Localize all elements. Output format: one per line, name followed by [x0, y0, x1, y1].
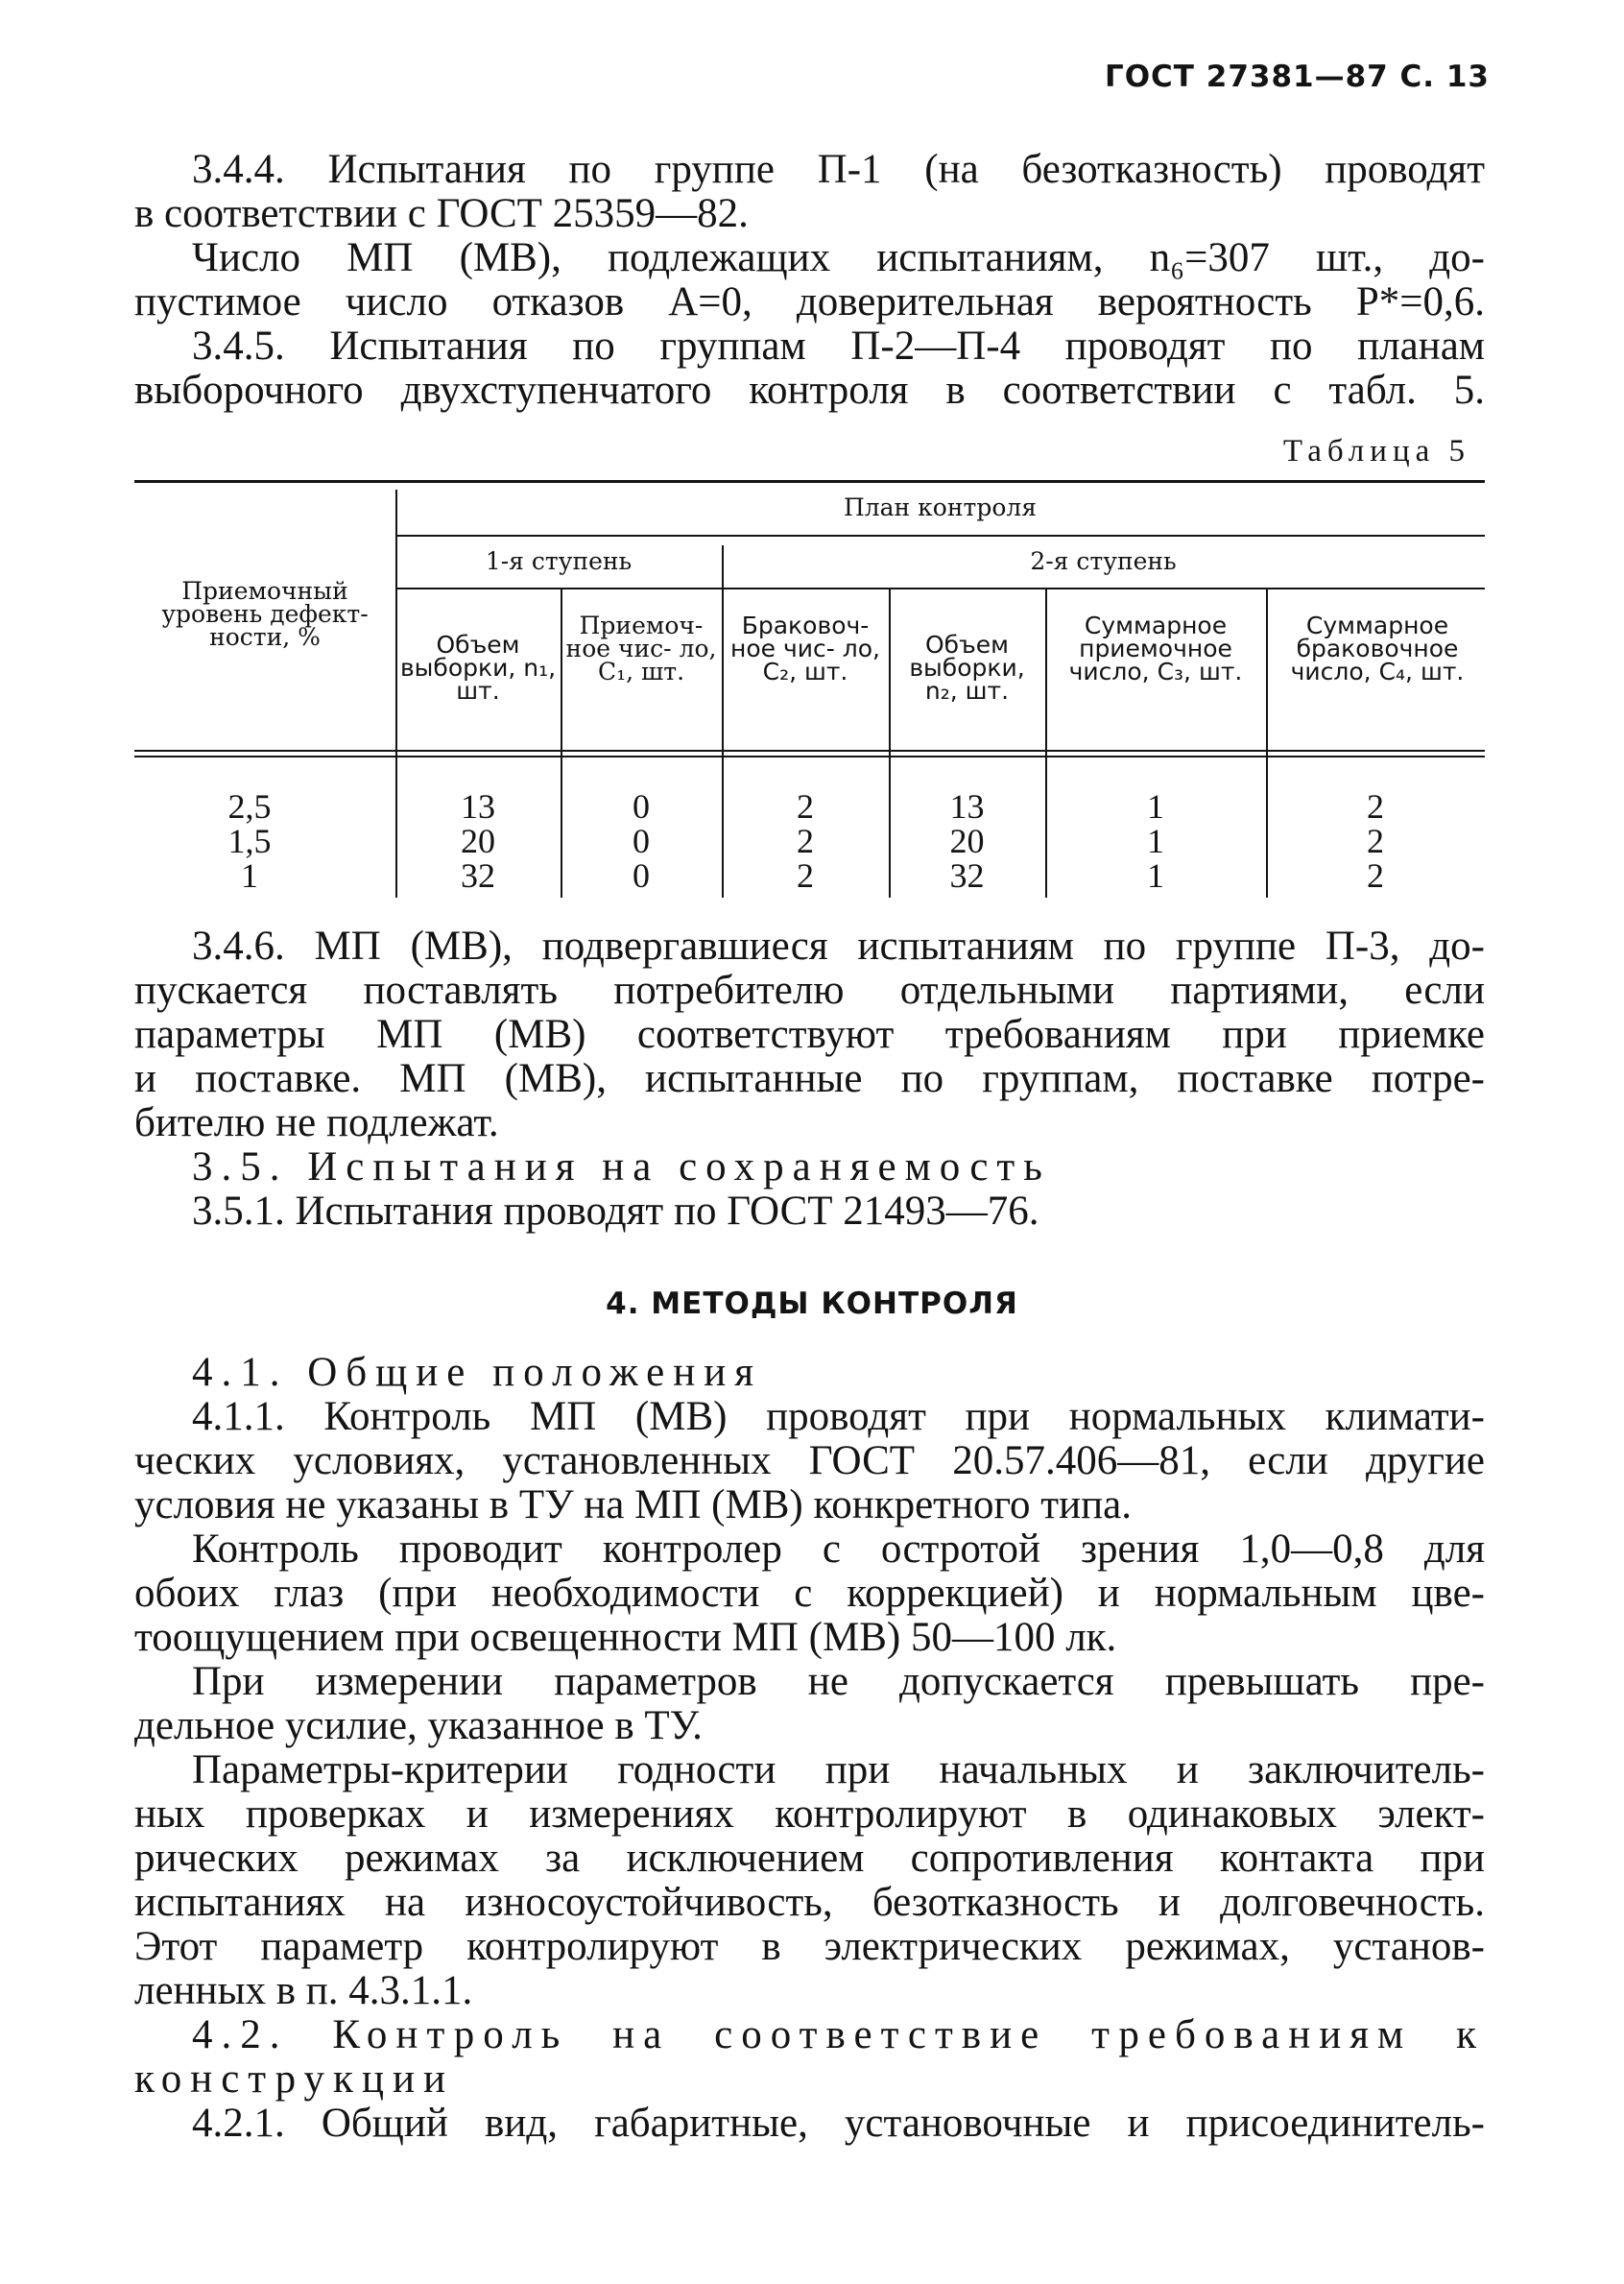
text-line: бителю не подлежат.: [134, 1100, 499, 1145]
section-title: 4. МЕТОДЫ КОНТРОЛЯ: [606, 1286, 1018, 1321]
table-stage2-header: 2-я ступень: [1030, 547, 1177, 575]
table-cell: 13: [461, 787, 495, 826]
section-3-4-6-text: [134, 925, 1485, 1234]
table-cell: 1: [1147, 856, 1164, 895]
table-header-rule: [134, 750, 1485, 752]
text-line: 4.2.1. Общий вид, габаритные, установочные и присоединитель-: [192, 2101, 1485, 2146]
text-line: тоощущением при освещенности МП (МВ) 50—100 лк.: [134, 1615, 1117, 1660]
text-line: дельное усилие, указанное в ТУ.: [134, 1703, 703, 1748]
subsection-heading: 4.2. Контроль на соответствие требованиям к: [192, 2012, 1485, 2057]
text-line: в соответствии с ГОСТ 25359—82.: [134, 191, 749, 236]
text-line: 3.4.5. Испытания по группам П-2—П-4 проводят по планам: [192, 324, 1485, 369]
page-header: ГОСТ 27381—87 С. 13: [1104, 60, 1490, 94]
text-line: 3.5.1. Испытания проводят по ГОСТ 21493—76.: [192, 1189, 1039, 1234]
table-cell: 1: [241, 856, 258, 895]
text-line: ческих условиях, установленных ГОСТ 20.57.406—81, если другие: [134, 1438, 1485, 1483]
table-cell: 2: [1367, 787, 1384, 826]
table-cell: 2: [1367, 822, 1384, 860]
table-top-rule: [134, 480, 1485, 483]
text-line: пустимое число отказов A=0, доверительная вероятность P*=0,6.: [134, 279, 1485, 325]
subsection-heading: 3.5. Испытания на сохраняемость: [192, 1144, 1051, 1190]
table-cell: 1,5: [227, 822, 272, 860]
text-line: Контроль проводит контролер с остротой зрения 1,0—0,8 для: [192, 1527, 1485, 1572]
subsection-heading: 4.1. Общие положения: [192, 1350, 763, 1395]
table-rule: [395, 535, 1485, 537]
table-caption: Таблица 5: [1282, 434, 1470, 469]
text-line: выборочного двухступенчатого контроля в соответствии с табл. 5.: [134, 368, 1485, 413]
table-cell: 1: [1147, 822, 1164, 860]
table-cell: 13: [949, 787, 985, 826]
text-line: Число МП (МВ), подлежащих испытаниям, n₆=307 шт., до-: [192, 235, 1485, 280]
table-cell: 2: [797, 822, 814, 860]
text-line: Параметры-критерии годности при начальных и заключитель-: [192, 1747, 1485, 1792]
table-cell: 20: [949, 822, 985, 860]
table-cell: 20: [461, 822, 495, 860]
table-cell: 32: [949, 856, 985, 895]
table-cell: 0: [633, 787, 650, 826]
table-rule: [395, 588, 1485, 589]
table-column-header: Объем выборки, n₁, шт.: [399, 631, 557, 705]
text-line: пускается поставлять потребителю отдельными партиями, если: [134, 968, 1485, 1013]
table-cell: 1: [1147, 787, 1164, 826]
text-line: ленных в п. 4.3.1.1.: [134, 1968, 473, 2013]
table-column-header: Браковоч- ное чис- ло, C₂, шт.: [730, 612, 880, 685]
table-cell: 2: [1367, 856, 1384, 895]
text-line: испытаниях на износоустойчивость, безотказность и долговечность.: [134, 1880, 1485, 1925]
table-row-header: Приемочный уровень дефект- ности, %: [161, 577, 369, 651]
table-cell: 0: [633, 822, 650, 860]
text-line: рических режимах за исключением сопротивления контакта при: [134, 1836, 1485, 1881]
section-3-4-4-text: [134, 148, 1485, 413]
text-line: и поставке. МП (МВ), испытанные по группам, поставке потре-: [134, 1056, 1485, 1101]
text-line: 3.4.4. Испытания по группе П-1 (на безотказность) проводят: [192, 147, 1485, 192]
text-line: ных проверках и измерениях контролируют в одинаковых элект-: [134, 1791, 1485, 1837]
table-stage1-header: 1-я ступень: [485, 547, 633, 575]
table-column-header: Суммарное браковочное число, C₄, шт.: [1290, 612, 1465, 685]
text-line: обоих глаз (при необходимости с коррекцией) и нормальным цве-: [134, 1571, 1485, 1616]
text-line: При измерении параметров не допускается превышать пре-: [192, 1659, 1485, 1704]
table-cell: 2: [797, 787, 814, 826]
table-plan-header: План контроля: [843, 493, 1038, 521]
table-column-header: Приемоч- ное чис- ло, C₁, шт.: [565, 612, 717, 685]
table-5: [134, 480, 1485, 907]
text-line: параметры МП (МВ) соответствуют требованиям при приемке: [134, 1012, 1485, 1057]
subsection-heading: конструкции: [134, 2056, 454, 2102]
table-column-header: Объем выборки, n₂, шт.: [909, 631, 1025, 705]
section-4-text: [134, 1351, 1485, 2146]
table-cell: 2: [797, 856, 814, 895]
text-line: Этот параметр контролируют в электрических режимах, установ-: [134, 1924, 1485, 1969]
table-header-rule: [134, 756, 1485, 757]
text-line: условия не указаны в ТУ на МП (МВ) конкретного типа.: [134, 1482, 1132, 1527]
table-cell: 2,5: [227, 787, 272, 826]
text-line: 4.1.1. Контроль МП (МВ) проводят при нормальных климати-: [192, 1394, 1485, 1439]
table-cell: 32: [461, 856, 495, 895]
table-column-header: Суммарное приемочное число, C₃, шт.: [1068, 612, 1243, 685]
table-cell: 0: [633, 856, 650, 895]
text-line: 3.4.6. МП (МВ), подвергавшиеся испытаниям по группе П-3, до-: [192, 924, 1485, 969]
